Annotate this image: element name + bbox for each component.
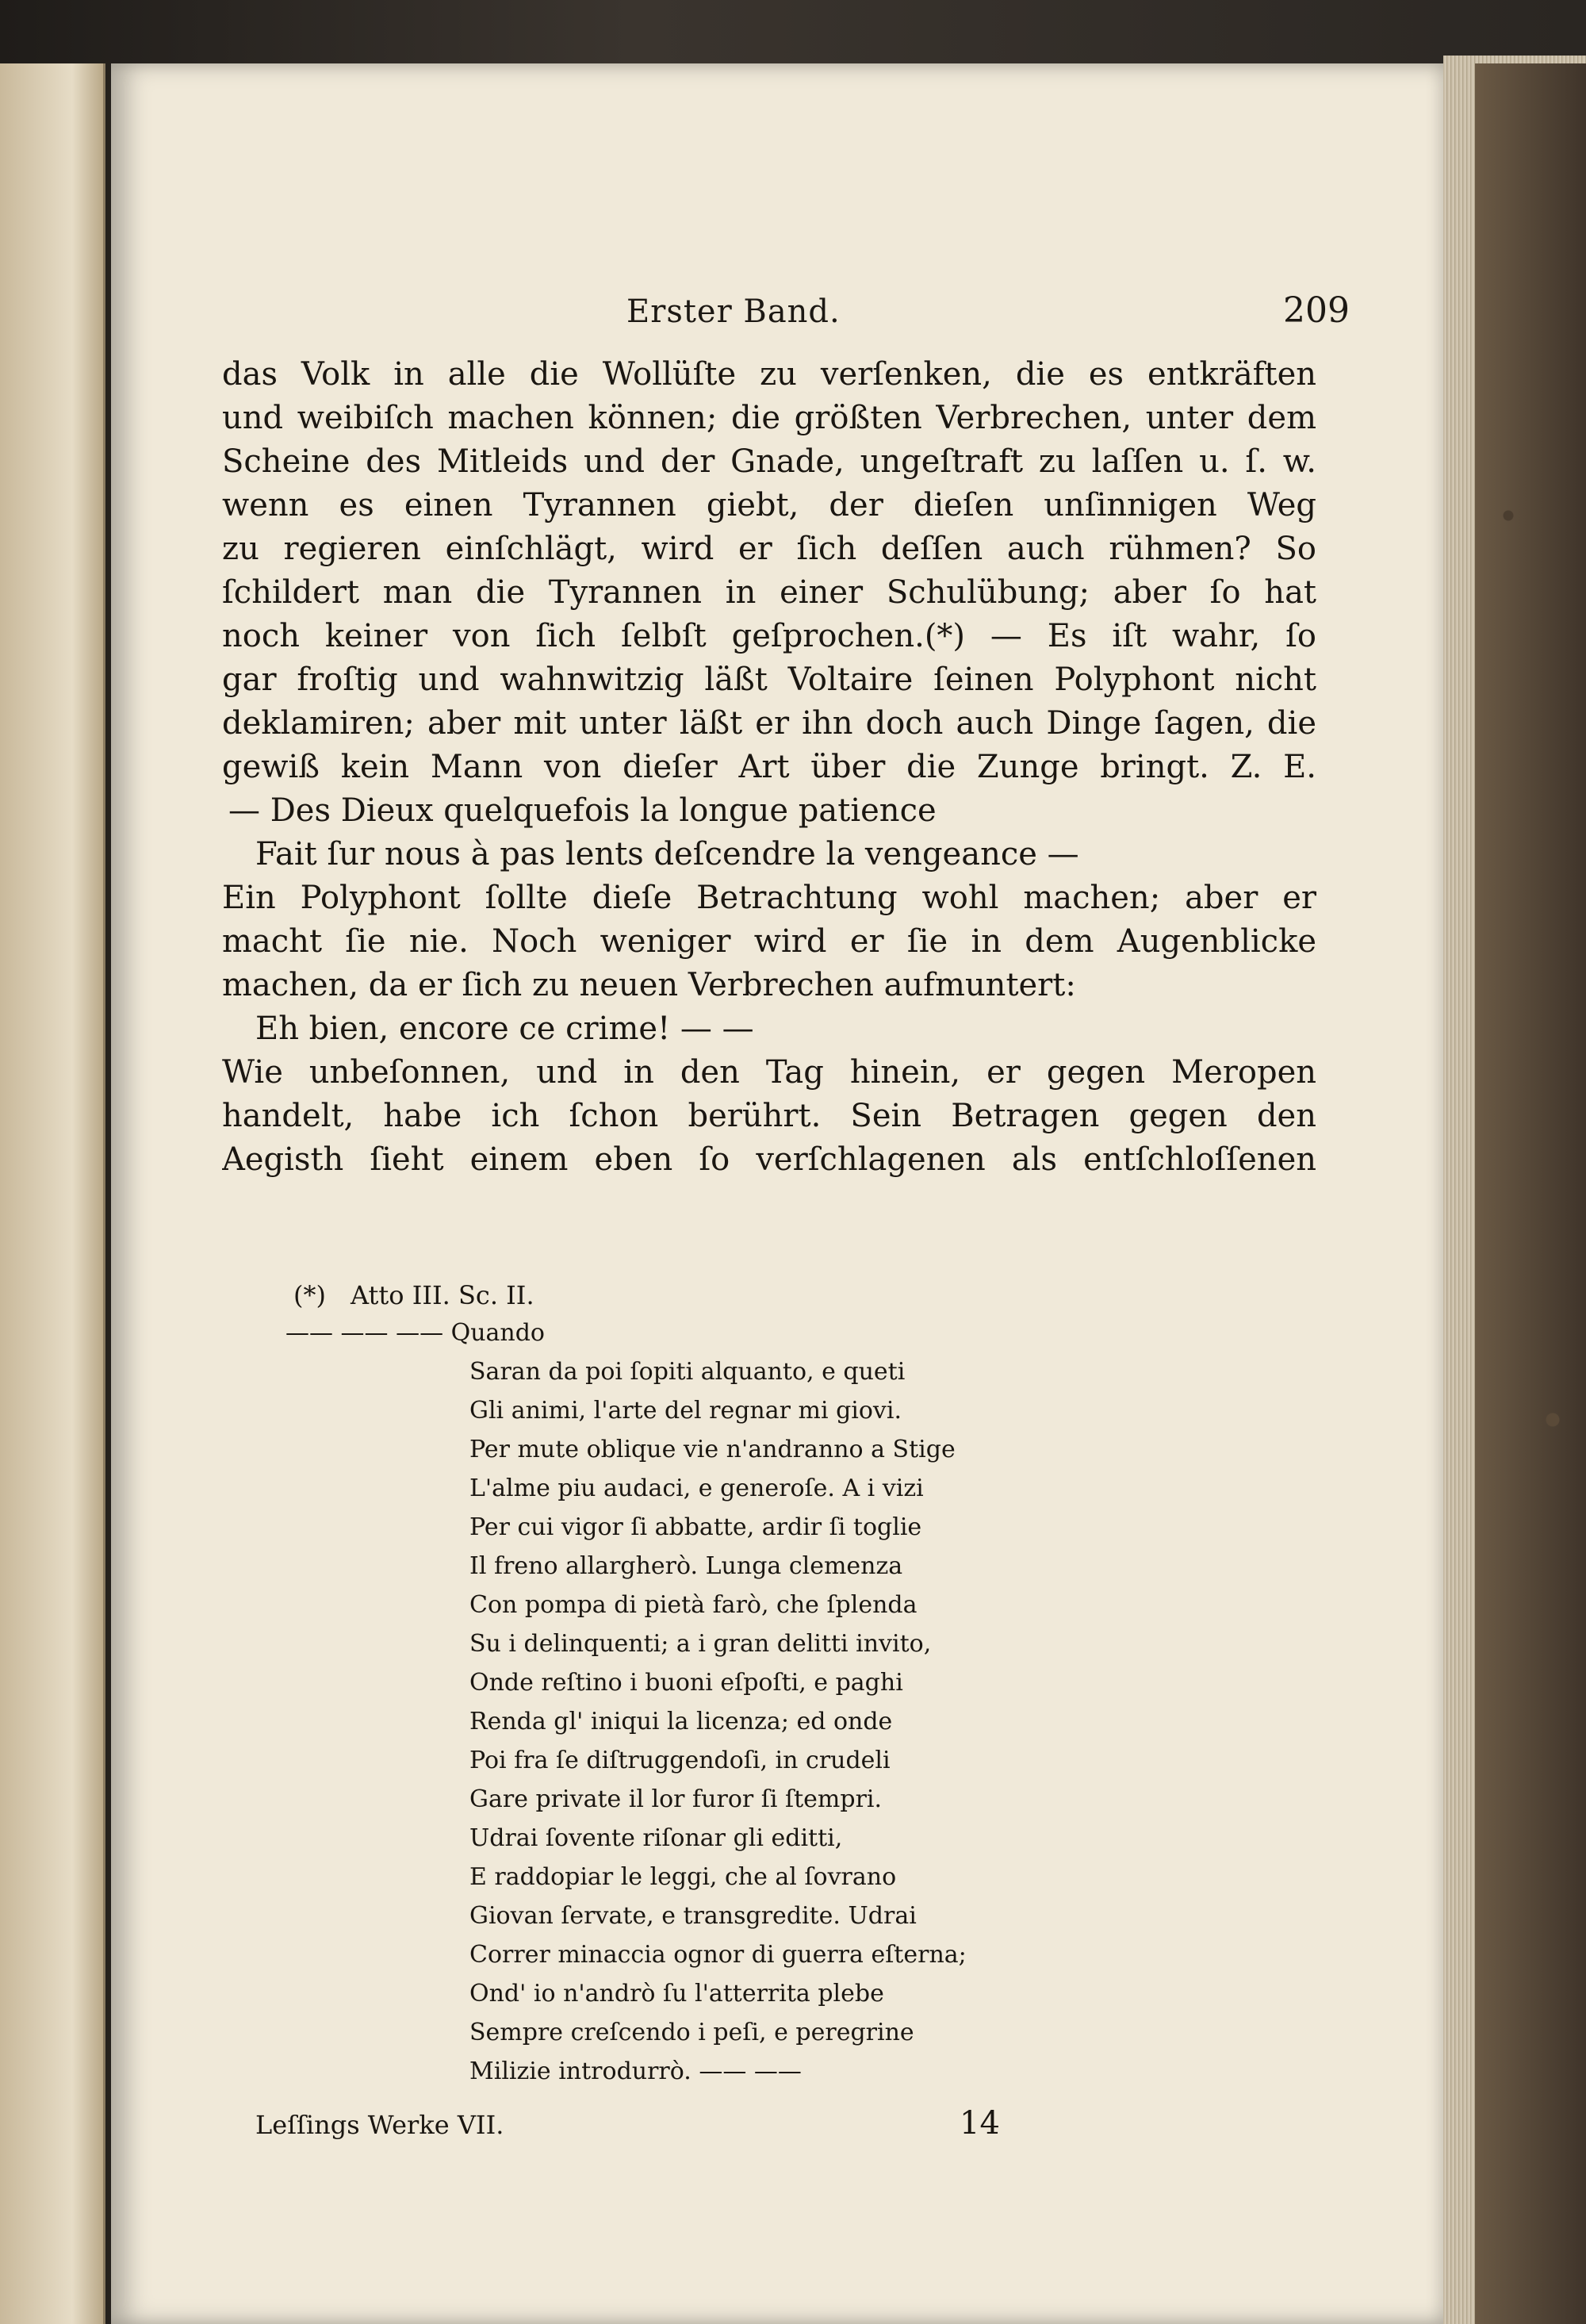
footnote-line: Gare private il lor furor ſi ſtempri. [469, 1785, 883, 1813]
footnote-source: Atto III. Sc. II. [351, 1280, 534, 1310]
footnote-line: Milizie introdurrò. —— —— [469, 2057, 802, 2085]
page-header [111, 290, 1443, 341]
body-line: macht ſie nie. Noch weniger wird er ſie in dem Augenblicke [222, 923, 1316, 960]
sheet-number: 14 [960, 2105, 1000, 2142]
quoted-verse-line: Eh bien, encore ce crime! — — [255, 1011, 754, 1047]
body-line: das Volk in alle die Wollüſte zu verſenken, die es entkräften [222, 356, 1316, 393]
body-line: Wie unbeſonnen, und in den Tag hinein, er gegen Meropen [222, 1054, 1316, 1091]
footnote-line: Gli animi, l'arte del regnar mi giovi. [469, 1397, 902, 1425]
quoted-verse-line: — Des Dieux quelquefois la longue patience [228, 792, 937, 829]
body-line: Scheine des Mitleids und der Gnade, ungeſtraft zu laſſen u. ſ. w. [222, 443, 1316, 480]
footnote-line: Il freno allargherò. Lunga clemenza [469, 1552, 903, 1580]
footnote-line: Per mute oblique vie n'andranno a Stige [469, 1436, 956, 1463]
footnote-line: Con pompa di pietà farò, che ſplenda [469, 1591, 918, 1619]
footnote [285, 1277, 1316, 2091]
marbled-cover-edge [1475, 63, 1586, 2324]
body-line: gar froſtig und wahnwitzig läßt Voltaire ſeinen Polyphont nicht [222, 662, 1316, 698]
footnote-line: Per cui vigor ſi abbatte, ardir ſi toglie [469, 1513, 922, 1541]
body-line: machen, da er ſich zu neuen Verbrechen aufmuntert: [222, 967, 1076, 1003]
body-line: deklamiren; aber mit unter läßt er ihn doch auch Dinge ſagen, die [222, 705, 1316, 742]
footnote-line: Poi fra ſe diſtruggendoſi, in crudeli [469, 1747, 891, 1774]
book-page [111, 63, 1443, 2324]
footnote-line: Sempre creſcendo i peſi, e peregrine [469, 2019, 914, 2046]
footnote-line: E raddopiar le leggi, che al ſovrano [469, 1863, 897, 1891]
footnote-line: L'alme piu audaci, e generoſe. A i vizi [469, 1475, 924, 1502]
footnote-line: Renda gl' iniqui la licenza; ed onde [469, 1708, 893, 1735]
body-line: ſchildert man die Tyrannen in einer Schulübung; aber ſo hat [222, 574, 1316, 611]
body-line: zu regieren einſchlägt, wird er ſich deſſen auch rühmen? So [222, 531, 1316, 567]
quoted-verse-line: Fait ſur nous à pas lents deſcendre la vengeance — [255, 836, 1079, 872]
footnote-line: Correr minaccia ognor di guerra eſterna; [469, 1941, 967, 1969]
footnote-marker: (*) [293, 1280, 326, 1310]
footnote-line: Saran da poi ſopiti alquanto, e queti [469, 1358, 906, 1386]
body-line: und weibiſch machen können; die größten Verbrechen, unter dem [222, 400, 1316, 436]
footnote-line: Udrai ſovente riſonar gli editti, [469, 1824, 843, 1852]
body-line: wenn es einen Tyrannen giebt, der dieſen unſinnigen Weg [222, 487, 1316, 523]
body-text [222, 353, 1316, 1182]
body-line: noch keiner von ſich ſelbſt geſprochen.(*) — Es iſt wahr, ſo [222, 618, 1316, 654]
footnote-line: Ond' io n'andrò ſu l'atterrita plebe [469, 1980, 884, 2008]
footnote-reference [285, 1277, 1316, 1313]
footnote-line: Giovan ſervate, e transgredite. Udrai [469, 1902, 917, 1930]
footnote-line: Su i delinquenti; a i gran delitti invito, [469, 1630, 932, 1658]
printer-signature: Leſſings Werke VII. [255, 2110, 504, 2140]
body-line: Aegisth ſieht einem eben ſo verſchlagenen als entſchloſſenen [222, 1141, 1316, 1178]
page-number: 209 [1283, 290, 1350, 331]
previous-page-edge [0, 63, 105, 2324]
footnote-line: —— —— —— Quando [285, 1319, 545, 1347]
body-line: gewiß kein Mann von dieſer Art über die Zunge bringt. Z. E. [222, 749, 1316, 785]
footnote-line: Onde reſtino i buoni eſpoſti, e paghi [469, 1669, 903, 1697]
footnote-verse [285, 1313, 1316, 2091]
running-title: Erster Band. [626, 293, 841, 330]
body-line: handelt, habe ich ſchon berührt. Sein Betragen gegen den [222, 1098, 1316, 1134]
body-line: Ein Polyphont ſollte dieſe Betrachtung wohl machen; aber er [222, 880, 1316, 916]
